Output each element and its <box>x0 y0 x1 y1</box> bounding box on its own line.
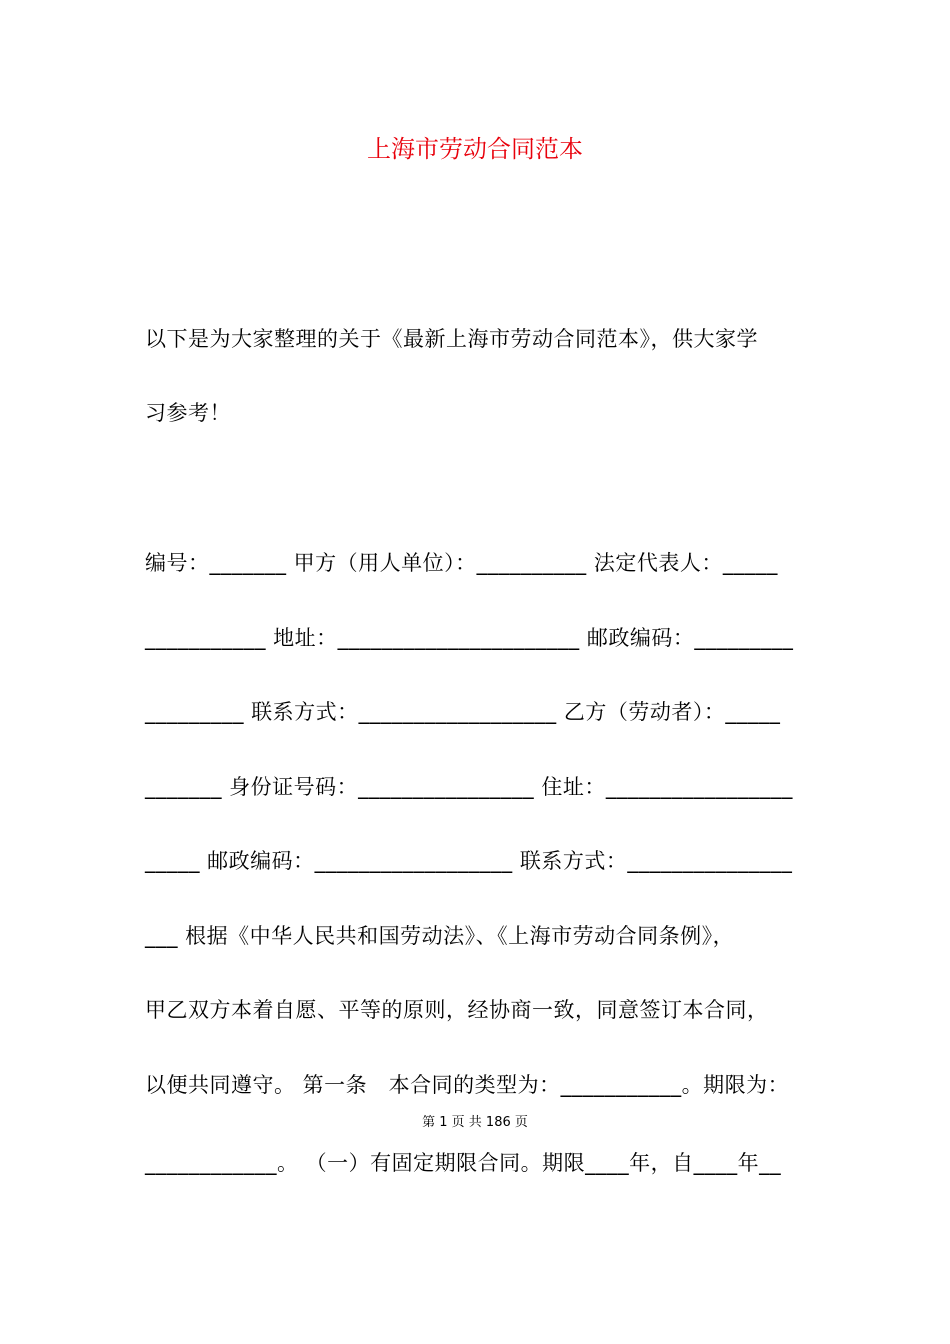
paragraph-line-7: _____ 邮政编码：__________________ 联系方式：_______________ <box>145 849 793 873</box>
paragraph-line-10: 以便共同遵守。 第一条 本合同的类型为：___________。期限为： <box>145 1073 790 1097</box>
paragraph-line-3: 编号：_______ 甲方（用人单位）：__________ 法定代表人：_____ <box>145 551 778 575</box>
paragraph-line-4: ___________ 地址：______________________ 邮政编码：_________ <box>145 626 794 650</box>
paragraph-line-1: 以下是为大家整理的关于《最新上海市劳动合同范本》，供大家学 <box>145 327 758 351</box>
paragraph-line-2: 习参考！ <box>145 401 231 425</box>
paragraph-line-5: _________ 联系方式：__________________ 乙方（劳动者）：_____ <box>145 700 781 724</box>
paragraph-line-6: _______ 身份证号码：________________ 住址：_________________ <box>145 775 793 799</box>
paragraph-line-8: ___ 根据《中华人民共和国劳动法》、《上海市劳动合同条例》， <box>145 924 735 948</box>
page-footer: 第 1 页 共 186 页 <box>422 1115 528 1130</box>
paragraph-line-9: 甲乙双方本着自愿、平等的原则，经协商一致，同意签订本合同， <box>145 998 769 1022</box>
paragraph-line-11: ____________。 （一）有固定期限合同。期限____年，自____年__ <box>145 1151 782 1175</box>
document-title: 上海市劳动合同范本 <box>367 135 583 163</box>
